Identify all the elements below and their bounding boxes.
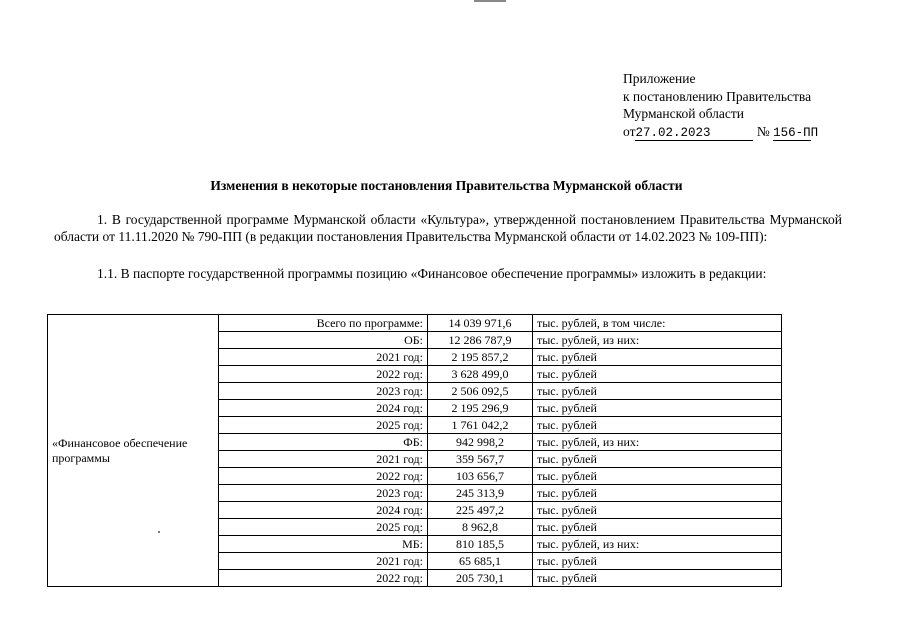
- paragraph-1-1: 1.1. В паспорте государственной программы позицию «Финансовое обеспечение программы» изложить в редакции:: [97, 266, 767, 281]
- row-unit: тыс. рублей: [533, 400, 782, 417]
- appendix-header: [623, 70, 819, 141]
- row-label: 2022 год:: [219, 366, 428, 383]
- row-value: 14 039 971,6: [428, 315, 533, 332]
- financing-table-body: [48, 315, 782, 587]
- decree-number: 156-ПП: [773, 125, 819, 140]
- appendix-line-1: Приложение: [623, 71, 696, 86]
- appendix-date-line: [623, 123, 819, 141]
- date-prefix: от: [623, 123, 636, 139]
- top-edge-mark: [474, 0, 506, 2]
- row-value: 1 761 042,2: [428, 417, 533, 434]
- scan-speck: [158, 531, 160, 533]
- row-label: 2021 год:: [219, 349, 428, 366]
- row-unit: тыс. рублей: [533, 383, 782, 400]
- row-label: 2022 год:: [219, 570, 428, 587]
- row-label: МБ:: [219, 536, 428, 553]
- row-unit: тыс. рублей: [533, 417, 782, 434]
- row-unit: тыс. рублей: [533, 451, 782, 468]
- financing-table: [47, 314, 782, 587]
- row-value: 205 730,1: [428, 570, 533, 587]
- row-label: ФБ:: [219, 434, 428, 451]
- row-value: 810 185,5: [428, 536, 533, 553]
- row-unit: тыс. рублей: [533, 366, 782, 383]
- row-value: 103 656,7: [428, 468, 533, 485]
- row-unit: тыс. рублей: [533, 485, 782, 502]
- row-unit: тыс. рублей, в том числе:: [533, 315, 782, 332]
- row-label: Всего по программе:: [219, 315, 428, 332]
- row-unit: тыс. рублей: [533, 553, 782, 570]
- row-header-financing: «Финансовое обеспечение программы: [48, 315, 219, 587]
- row-label: 2021 год:: [219, 553, 428, 570]
- row-unit: тыс. рублей, из них:: [533, 332, 782, 349]
- row-unit: тыс. рублей: [533, 519, 782, 536]
- row-label: 2025 год:: [219, 519, 428, 536]
- appendix-line-3: Мурманской области: [623, 106, 744, 121]
- row-label: 2024 год:: [219, 502, 428, 519]
- row-label: 2025 год:: [219, 417, 428, 434]
- row-value: 8 962,8: [428, 519, 533, 536]
- row-value: 245 313,9: [428, 485, 533, 502]
- row-unit: тыс. рублей, из них:: [533, 536, 782, 553]
- row-label: 2021 год:: [219, 451, 428, 468]
- row-unit: тыс. рублей: [533, 349, 782, 366]
- row-label: 2023 год:: [219, 485, 428, 502]
- row-label: 2022 год:: [219, 468, 428, 485]
- row-unit: тыс. рублей: [533, 468, 782, 485]
- row-label: 2024 год:: [219, 400, 428, 417]
- row-value: 2 195 296,9: [428, 400, 533, 417]
- document-title: Изменения в некоторые постановления Правительства Мурманской области: [210, 178, 683, 193]
- appendix-line-2: к постановлению Правительства: [623, 88, 812, 104]
- number-prefix: №: [756, 123, 770, 139]
- row-value: 225 497,2: [428, 502, 533, 519]
- row-value: 2 506 092,5: [428, 383, 533, 400]
- row-value: 2 195 857,2: [428, 349, 533, 366]
- row-unit: тыс. рублей, из них:: [533, 434, 782, 451]
- row-label: 2023 год:: [219, 383, 428, 400]
- row-value: 942 998,2: [428, 434, 533, 451]
- row-unit: тыс. рублей: [533, 570, 782, 587]
- row-value: 12 286 787,9: [428, 332, 533, 349]
- paragraph-1: 1. В государственной программе Мурманской области «Культура», утвержденной постановлением Правительства Мурманской области от 11.11.2020 № 790-ПП (в редакции постановления Правительства Мурманской области от 14.02.2023 № 109-ПП):: [54, 212, 842, 244]
- row-value: 65 685,1: [428, 553, 533, 570]
- row-label: ОБ:: [219, 332, 428, 349]
- row-unit: тыс. рублей: [533, 502, 782, 519]
- decree-date: 27.02.2023: [635, 126, 753, 141]
- row-value: 3 628 499,0: [428, 366, 533, 383]
- table-row: [48, 315, 782, 332]
- row-value: 359 567,7: [428, 451, 533, 468]
